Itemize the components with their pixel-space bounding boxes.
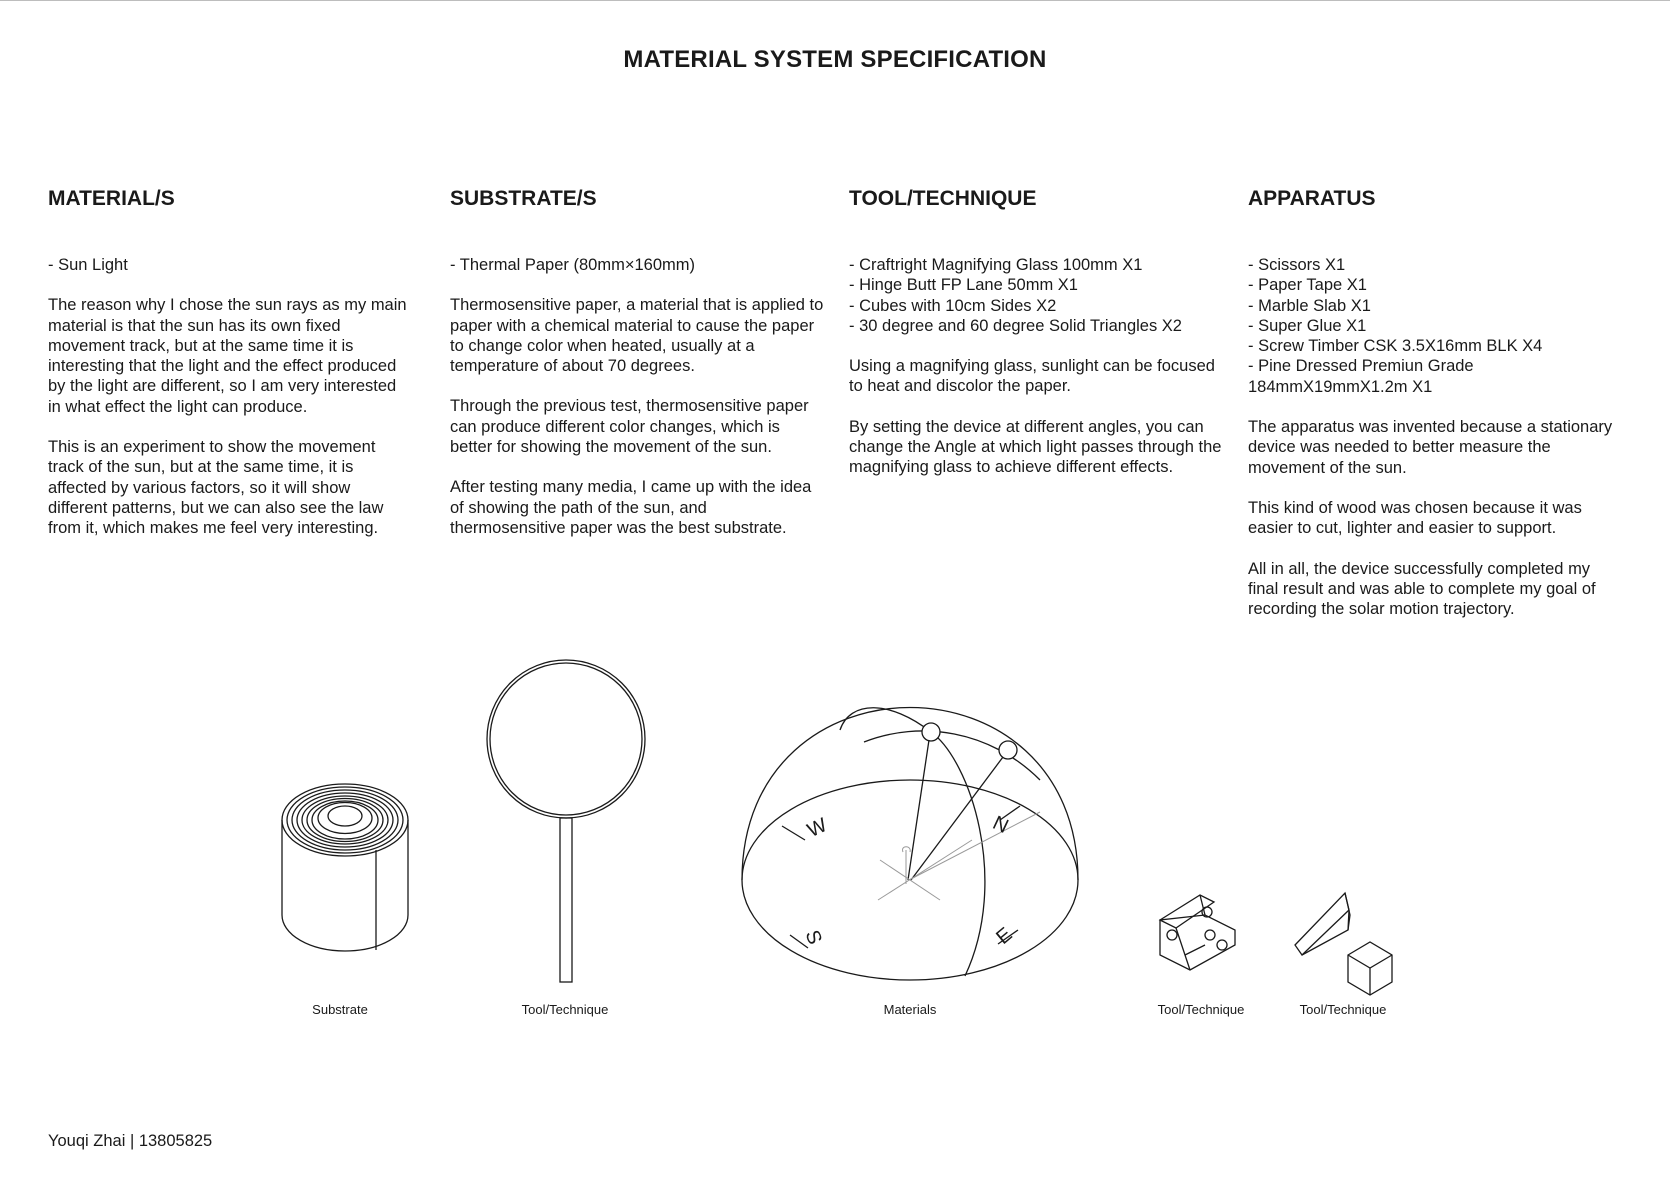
list-item: - Craftright Magnifying Glass 100mm X1: [849, 256, 1143, 274]
materials-column: [48, 186, 408, 559]
list-item: - Sun Light: [48, 256, 128, 274]
page-title: MATERIAL SYSTEM SPECIFICATION: [623, 46, 1047, 73]
magnifying-glass-drawing: [487, 660, 645, 982]
apparatus-paragraph: This kind of wood was chosen because it was easier to cut, lighter and easier to support.: [1248, 498, 1582, 538]
caption-substrate: Substrate: [312, 1002, 368, 1017]
caption-materials: Materials: [883, 1002, 937, 1017]
list-item: - Super Glue X1: [1248, 316, 1367, 335]
caption-tool-technique: Tool/Technique: [1157, 1002, 1245, 1017]
compass-label-n: N: [989, 812, 1012, 839]
top-rule: [0, 0, 1670, 1]
apparatus-heading: APPARATUS: [1248, 187, 1376, 210]
compass-label-e: E: [992, 923, 1017, 949]
paper-roll-drawing: [282, 784, 408, 951]
tools-column: [849, 186, 1224, 498]
apparatus-paragraph: All in all, the device successfully completed my final result and was able to complete my goal of recording the solar motion trajectory.: [1248, 559, 1596, 619]
list-item: - Pine Dressed Premiun Grade 184mmX19mmX1.2m X1: [1248, 357, 1474, 396]
triangle-cube-drawing: [1295, 893, 1392, 995]
materials-paragraph: This is an experiment to show the movement track of the sun, but at the same time, it is affected by various factors, so it will show different patterns, but we can also see the law from it, which makes me feel very interesting.: [48, 438, 384, 538]
apparatus-list: [1248, 255, 1623, 397]
list-item: - Paper Tape X1: [1248, 276, 1367, 295]
apparatus-paragraph: The apparatus was invented because a stationary device was needed to better measure the movement of the sun.: [1248, 418, 1613, 477]
substrates-paragraph: After testing many media, I came up with the idea of showing the path of the sun, and thermosensitive paper was the best substrate.: [450, 478, 812, 537]
caption-tool-technique: Tool/Technique: [1299, 1002, 1387, 1017]
substrates-column: [450, 186, 825, 558]
sun-dome-drawing: [742, 708, 1078, 981]
list-item: - Screw Timber CSK 3.5X16mm BLK X4: [1248, 337, 1543, 356]
substrates-heading: SUBSTRATE/S: [450, 187, 597, 210]
list-item: - Scissors X1: [1248, 256, 1346, 274]
substrates-paragraph: Thermosensitive paper, a material that is applied to paper with a chemical material to cause the paper to change color when heated, usually at a temperature of about 70 degrees.: [450, 296, 824, 376]
list-item: - Cubes with 10cm Sides X2: [849, 296, 1057, 315]
list-item: - Hinge Butt FP Lane 50mm X1: [849, 276, 1078, 295]
caption-tool-technique: Tool/Technique: [521, 1002, 609, 1017]
compass-label-s: S: [800, 927, 826, 948]
compass-label-w: W: [804, 814, 831, 843]
tools-list: [849, 255, 1224, 336]
substrates-list: [450, 255, 825, 275]
tools-heading: TOOL/TECHNIQUE: [849, 187, 1037, 210]
substrates-paragraph: Through the previous test, thermosensitive paper can produce different color changes, which is better for showing the movement of the sun.: [450, 397, 809, 457]
author-credit: Youqi Zhai | 13805825: [48, 1132, 213, 1150]
materials-list: [48, 255, 408, 275]
list-item: - Thermal Paper (80mm×160mm): [450, 256, 695, 274]
tools-paragraph: By setting the device at different angles, you can change the Angle at which light passes through the magnifying glass to achieve different effects.: [849, 417, 1222, 477]
materials-heading: MATERIAL/S: [48, 187, 175, 210]
tools-paragraph: Using a magnifying glass, sunlight can be focused to heat and discolor the paper.: [849, 357, 1215, 396]
list-item: - Marble Slab X1: [1248, 296, 1371, 315]
apparatus-column: [1248, 186, 1623, 639]
materials-paragraph: The reason why I chose the sun rays as my main material is that the sun has its own fixed movement track, but at the same time it is interesting that the light and the effect produced by the light are different, so I am very interested in what effect the light can produce.: [48, 296, 407, 416]
illustrations: [0, 640, 1670, 1010]
hinge-drawing: [1160, 895, 1235, 970]
list-item: - 30 degree and 60 degree Solid Triangles X2: [849, 316, 1182, 335]
